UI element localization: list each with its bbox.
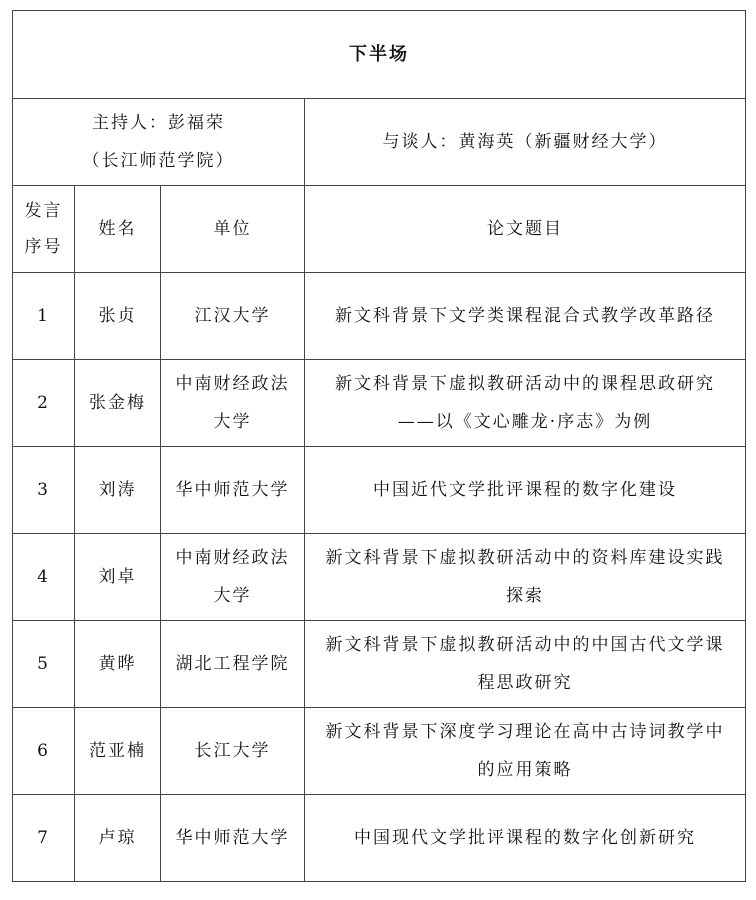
cell-paper bbox=[305, 621, 746, 708]
paper-title-line: 中国现代文学批评课程的数字化创新研究 bbox=[354, 828, 696, 848]
paper-title-line: 新文科背景下深度学习理论在高中古诗词教学中 bbox=[325, 722, 725, 742]
cell-name bbox=[75, 795, 161, 882]
header-name: 姓名 bbox=[75, 186, 161, 273]
cell-paper bbox=[305, 534, 746, 621]
cell-unit bbox=[161, 360, 305, 447]
cell-seq bbox=[13, 708, 75, 795]
cell-paper bbox=[305, 360, 746, 447]
header-unit: 单位 bbox=[161, 186, 305, 273]
unit-line: 中南财经政法 bbox=[175, 374, 290, 394]
schedule-table bbox=[12, 10, 746, 882]
host-row bbox=[13, 99, 746, 186]
table-row bbox=[13, 621, 746, 708]
name-text: 范亚楠 bbox=[89, 741, 146, 761]
header-row bbox=[13, 186, 746, 273]
host-name: 主持人：彭福荣 bbox=[92, 113, 225, 133]
discussant-cell: 与谈人：黄海英（新疆财经大学） bbox=[305, 99, 746, 186]
seq-text: 1 bbox=[37, 306, 50, 326]
header-paper: 论文题目 bbox=[305, 186, 746, 273]
cell-paper bbox=[305, 708, 746, 795]
header-seq-line: 序号 bbox=[24, 237, 63, 257]
cell-unit bbox=[161, 708, 305, 795]
cell-seq bbox=[13, 621, 75, 708]
unit-line: 大学 bbox=[213, 412, 252, 432]
table-row bbox=[13, 795, 746, 882]
seq-text: 2 bbox=[37, 393, 50, 413]
cell-unit bbox=[161, 447, 305, 534]
section-title: 下半场 bbox=[13, 11, 746, 99]
header-seq bbox=[13, 186, 75, 273]
cell-seq bbox=[13, 447, 75, 534]
name-text: 黄晔 bbox=[98, 654, 137, 674]
paper-title-line: 新文科背景下虚拟教研活动中的中国古代文学课 bbox=[325, 635, 725, 655]
paper-title-line: ——以《文心雕龙·序志》为例 bbox=[397, 412, 653, 432]
paper-title-line: 的应用策略 bbox=[477, 760, 573, 780]
cell-seq bbox=[13, 795, 75, 882]
cell-seq bbox=[13, 273, 75, 360]
table-row bbox=[13, 273, 746, 360]
paper-title-line: 探索 bbox=[506, 586, 544, 606]
unit-line: 大学 bbox=[213, 586, 252, 606]
cell-name bbox=[75, 708, 161, 795]
cell-unit bbox=[161, 273, 305, 360]
seq-text: 6 bbox=[37, 741, 50, 761]
cell-name bbox=[75, 273, 161, 360]
cell-name bbox=[75, 360, 161, 447]
table-row bbox=[13, 447, 746, 534]
seq-text: 5 bbox=[37, 654, 50, 674]
paper-title-line: 新文科背景下虚拟教研活动中的课程思政研究 bbox=[335, 374, 715, 394]
cell-paper bbox=[305, 447, 746, 534]
cell-unit bbox=[161, 795, 305, 882]
paper-title-line: 新文科背景下文学类课程混合式教学改革路径 bbox=[335, 306, 715, 326]
seq-text: 7 bbox=[37, 828, 50, 848]
name-text: 刘卓 bbox=[98, 567, 137, 587]
host-cell bbox=[13, 99, 305, 186]
paper-title-line: 中国近代文学批评课程的数字化建设 bbox=[373, 480, 677, 500]
cell-paper bbox=[305, 795, 746, 882]
name-text: 张金梅 bbox=[89, 393, 146, 413]
table-row bbox=[13, 708, 746, 795]
cell-name bbox=[75, 447, 161, 534]
unit-line: 湖北工程学院 bbox=[175, 654, 290, 674]
host-affiliation: （长江师范学院） bbox=[82, 151, 235, 171]
name-text: 刘涛 bbox=[98, 480, 137, 500]
name-text: 张贞 bbox=[98, 306, 137, 326]
unit-line: 华中师范大学 bbox=[175, 480, 290, 500]
cell-unit bbox=[161, 534, 305, 621]
unit-line: 华中师范大学 bbox=[175, 828, 290, 848]
seq-text: 3 bbox=[37, 480, 50, 500]
cell-name bbox=[75, 621, 161, 708]
seq-text: 4 bbox=[37, 567, 50, 587]
cell-name bbox=[75, 534, 161, 621]
cell-unit bbox=[161, 621, 305, 708]
table-row bbox=[13, 360, 746, 447]
cell-seq bbox=[13, 534, 75, 621]
paper-title-line: 程思政研究 bbox=[477, 673, 573, 693]
unit-line: 中南财经政法 bbox=[175, 548, 290, 568]
name-text: 卢琼 bbox=[98, 828, 137, 848]
unit-line: 江汉大学 bbox=[194, 306, 271, 326]
cell-paper bbox=[305, 273, 746, 360]
cell-seq bbox=[13, 360, 75, 447]
unit-line: 长江大学 bbox=[194, 741, 271, 761]
header-seq-line: 发言 bbox=[24, 201, 63, 221]
table-row bbox=[13, 534, 746, 621]
paper-title-line: 新文科背景下虚拟教研活动中的资料库建设实践 bbox=[325, 548, 725, 568]
section-title-row bbox=[13, 11, 746, 99]
